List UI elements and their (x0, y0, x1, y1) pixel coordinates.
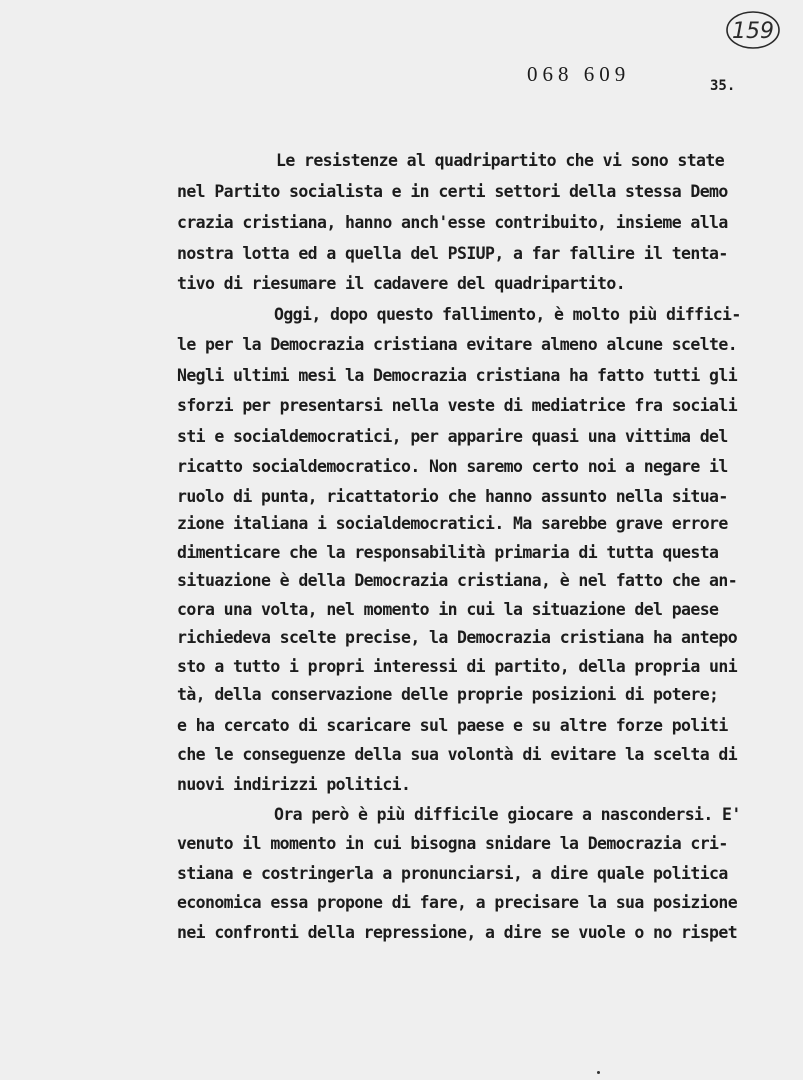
text-line: sforzi per presentarsi nella veste di mediatrice fra sociali (177, 396, 738, 415)
text-line: nel Partito socialista e in certi settori della stessa Demo (177, 182, 728, 201)
text-line: dimenticare che la responsabilità primaria di tutta questa (177, 543, 719, 562)
text-line: tà, della conservazione delle proprie posizioni di potere; (177, 685, 719, 704)
text-line: cora una volta, nel momento in cui la situazione del paese (177, 600, 719, 619)
text-line: nostra lotta ed a quella del PSIUP, a far fallire il tenta- (177, 244, 728, 263)
text-line: Ora però è più difficile giocare a nascondersi. E' (274, 805, 741, 824)
text-line: Oggi, dopo questo fallimento, è molto più diffici- (274, 305, 741, 324)
text-line: sti e socialdemocratici, per apparire quasi una vittima del (177, 427, 728, 446)
text-line: tivo di riesumare il cadavere del quadripartito. (177, 274, 626, 293)
text-line: nei confronti della repressione, a dire se vuole o no rispet (177, 923, 738, 942)
text-line: ruolo di punta, ricattatorio che hanno assunto nella situa- (177, 487, 728, 506)
text-line: Le resistenze al quadripartito che vi sono state (276, 151, 725, 170)
text-line: economica essa propone di fare, a precisare la sua posizione (177, 893, 738, 912)
text-line: richiedeva scelte precise, la Democrazia cristiana ha antepo (177, 628, 738, 647)
text-line: venuto il momento in cui bisogna snidare la Democrazia cri- (177, 834, 728, 853)
text-line: le per la Democrazia cristiana evitare almeno alcune scelte. (177, 335, 738, 354)
stamp-number: 159 (732, 19, 774, 44)
text-line: situazione è della Democrazia cristiana, è nel fatto che an- (177, 571, 738, 590)
text-line: stiana e costringerla a pronunciarsi, a dire quale politica (177, 864, 728, 883)
text-line: Negli ultimi mesi la Democrazia cristiana ha fatto tutti gli (177, 366, 738, 385)
text-line: che le conseguenze della sua volontà di evitare la scelta di (177, 745, 738, 764)
archive-number: 068 609 (527, 62, 631, 86)
text-line: ricatto socialdemocratico. Non saremo certo noi a negare il (177, 457, 728, 476)
text-line: sto a tutto i propri interessi di partito, della propria uni (177, 657, 738, 676)
text-line: crazia cristiana, hanno anch'esse contribuito, insieme alla (177, 213, 728, 232)
scan-speck (597, 1071, 600, 1074)
text-line: zione italiana i socialdemocratici. Ma sarebbe grave errore (177, 514, 728, 533)
page-number: 35. (710, 78, 736, 94)
text-line: nuovi indirizzi politici. (177, 775, 411, 794)
text-line: e ha cercato di scaricare sul paese e su altre forze politi (177, 716, 728, 735)
